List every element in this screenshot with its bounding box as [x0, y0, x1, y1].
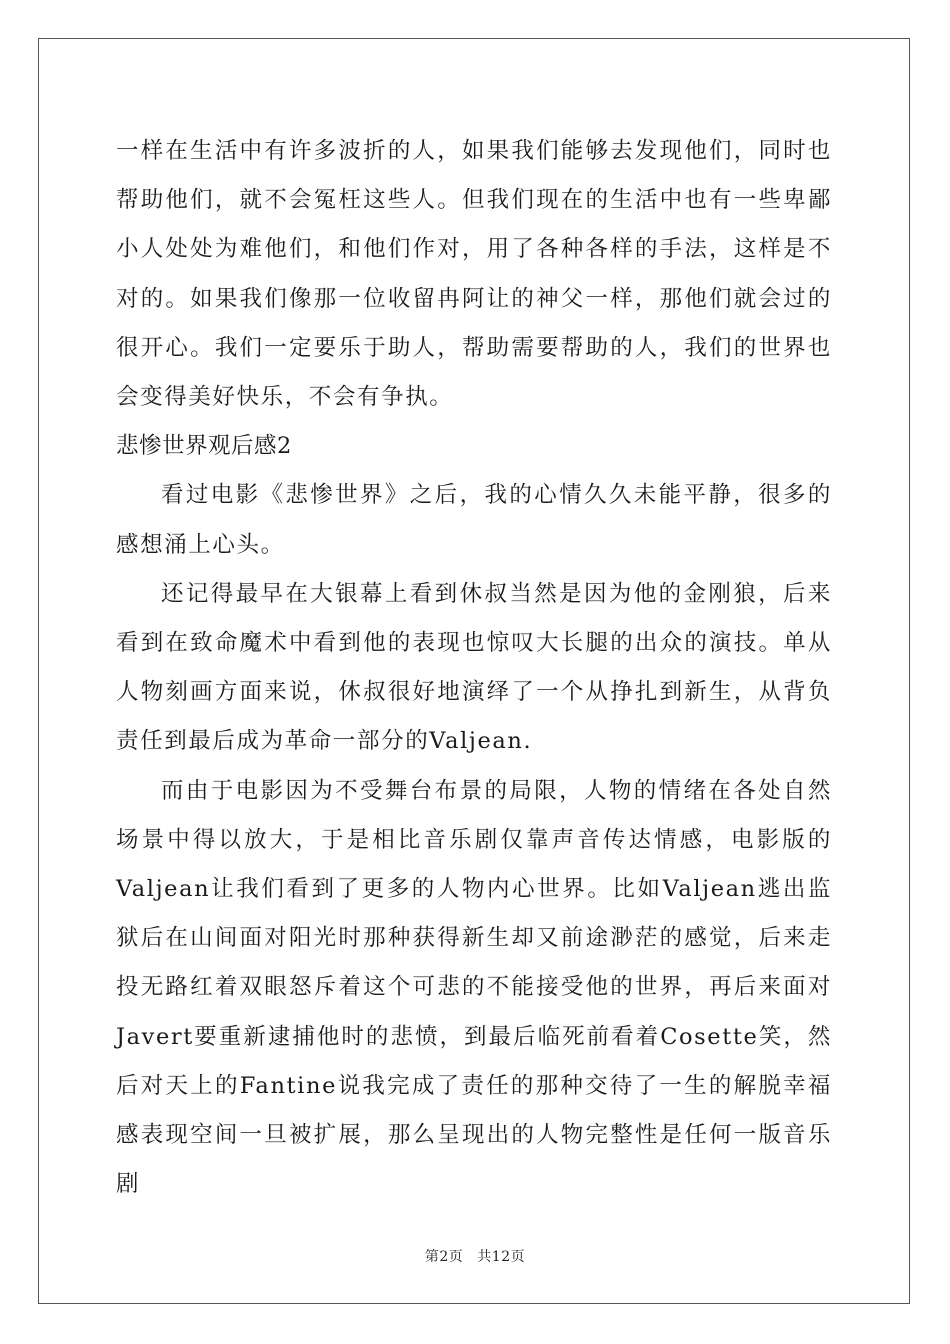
- paragraph-2: 还记得最早在大银幕上看到休叔当然是因为他的金刚狼，后来看到在致命魔术中看到他的表现也惊叹大长腿的出众的演技。单从人物刻画方面来说，休叔很好地演绎了一个从挣扎到新生，从背负责任到最后成为革命一部分的Valjean.: [116, 580, 832, 755]
- page-number: 第2页: [424, 1249, 464, 1265]
- document-body: [116, 127, 832, 1209]
- paragraph-1: 看过电影《悲惨世界》之后，我的心情久久未能平静，很多的感想涌上心头。: [116, 482, 832, 558]
- paragraph-3: 而由于电影因为不受舞台布景的局限，人物的情绪在各处自然场景中得以放大，于是相比音乐剧仅靠声音传达情感，电影版的Valjean让我们看到了更多的人物内心世界。比如Valjean逃出监狱后在山间面对阳光时那种获得新生却又前途渺茫的感觉，后来走投无路红着双眼怒斥着这个可悲的不能接受他的世界，再后来面对Javert要重新逮捕他时的悲愤，到最后临死前看着Cosette笑，然后对天上的Fantine说我完成了责任的那种交待了一生的解脱幸福感表现空间一旦被扩展，那么呈现出的人物完整性是任何一版音乐剧: [116, 777, 832, 1198]
- page-footer: [0, 1246, 950, 1266]
- paragraph-continued: 一样在生活中有许多波折的人，如果我们能够去发现他们，同时也帮助他们，就不会冤枉这些人。但我们现在的生活中也有一些卑鄙小人处处为难他们，和他们作对，用了各种各样的手法，这样是不对的。如果我们像那一位收留冉阿让的神父一样，那他们就会过的很开心。我们一定要乐于助人，帮助需要帮助的人，我们的世界也会变得美好快乐，不会有争执。: [116, 138, 832, 411]
- section-heading: 悲惨世界观后感2: [116, 433, 292, 460]
- page-total: 共12页: [477, 1249, 526, 1265]
